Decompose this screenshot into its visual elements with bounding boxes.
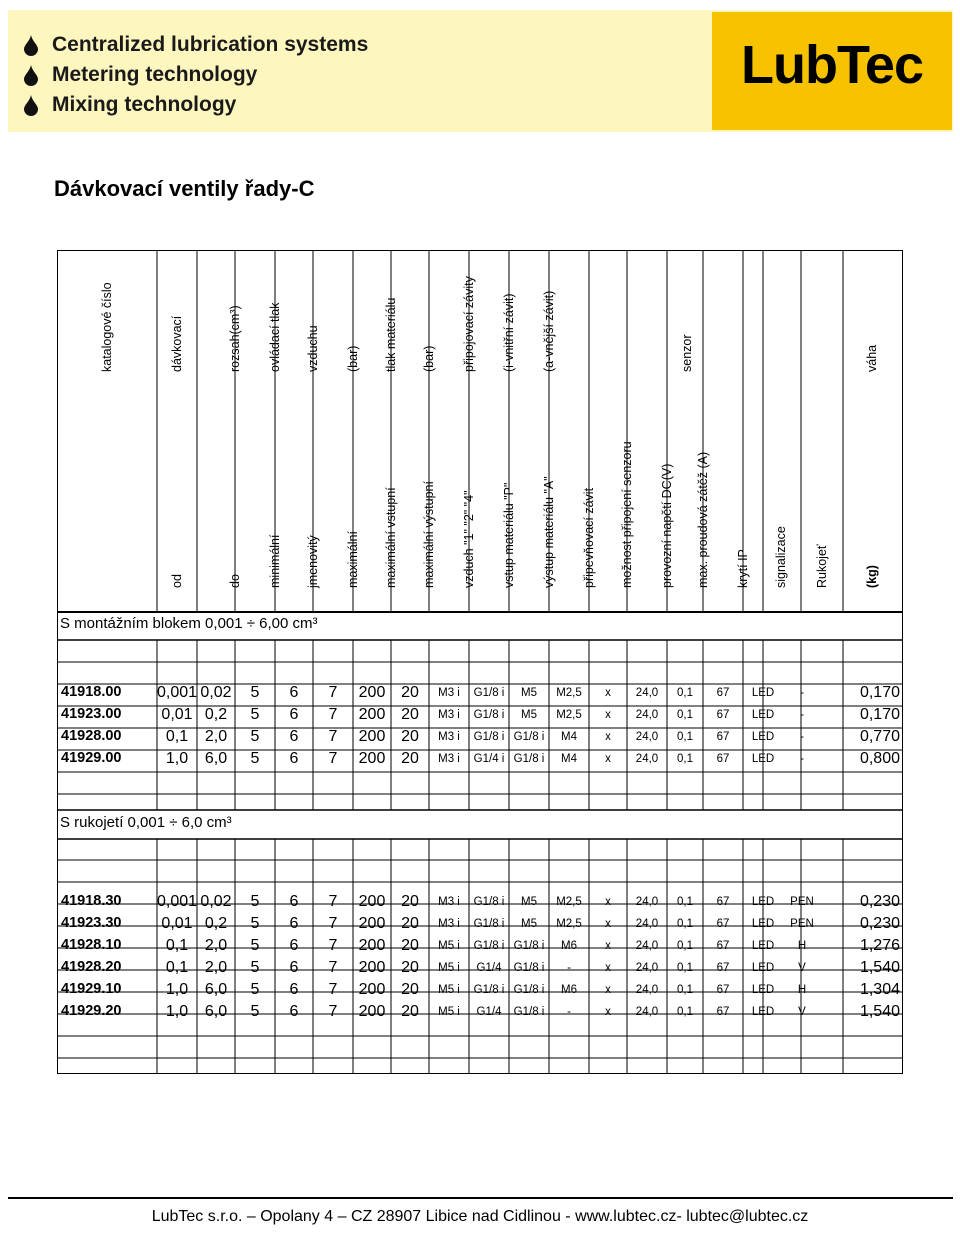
- table-cell: 200: [358, 1003, 386, 1020]
- table-cell: 200: [358, 706, 386, 723]
- table-cell: 7: [328, 959, 338, 976]
- table-cell: G1/8 i: [473, 709, 505, 721]
- table-cell: 200: [358, 750, 386, 767]
- table-cell: 0,1: [677, 1006, 693, 1018]
- column-header: maximální vstupní: [384, 487, 398, 588]
- column-header: tlak materiálu: [384, 297, 398, 372]
- table-cell: M3 i: [438, 731, 460, 743]
- table-cell: 6,0: [204, 981, 228, 998]
- column-header: dávkovací: [170, 315, 184, 372]
- table-cell: M5 i: [438, 940, 460, 952]
- table-cell: 0,1: [677, 753, 693, 765]
- column-header: krytí IP: [736, 549, 750, 588]
- table-cell: 0,2: [204, 706, 228, 723]
- table-cell: LED: [751, 896, 775, 908]
- table-cell: M3 i: [438, 753, 460, 765]
- table-cell: 0,1: [165, 728, 189, 745]
- table-cell: 67: [716, 962, 730, 974]
- table-cell: G1/4: [476, 962, 502, 974]
- table-cell: 0,001: [156, 893, 198, 910]
- table-cell: PEN: [790, 896, 814, 908]
- table-cell: 20: [401, 706, 419, 723]
- table-cell: 20: [401, 750, 419, 767]
- table-cell: 5: [250, 706, 260, 723]
- table-cell: 20: [401, 1003, 419, 1020]
- table-cell: M4: [561, 731, 577, 743]
- table-cell: 6: [289, 728, 299, 745]
- table-cell: x: [605, 962, 611, 974]
- bullet-list: [24, 30, 368, 120]
- oil-drop-icon: [24, 35, 38, 56]
- table-cell: 6: [289, 1003, 299, 1020]
- table-cell: -: [567, 1006, 571, 1018]
- table-cell: 0,770: [859, 728, 900, 745]
- table-cell: 7: [328, 915, 338, 932]
- table-cell: 6: [289, 937, 299, 954]
- table-cell: G1/4 i: [473, 753, 505, 765]
- table-cell: 5: [250, 959, 260, 976]
- table-cell: 67: [716, 896, 730, 908]
- table-cell: x: [605, 896, 611, 908]
- table-cell: x: [605, 687, 611, 699]
- table-cell: x: [605, 918, 611, 930]
- column-header: váha: [865, 344, 879, 372]
- table-cell: 24,0: [635, 687, 659, 699]
- table-cell: 20: [401, 893, 419, 910]
- table-cell: LED: [751, 753, 775, 765]
- table-cell: 67: [716, 753, 730, 765]
- oil-drop-icon: [24, 95, 38, 116]
- table-cell: 41928.10: [61, 937, 122, 953]
- table-cell: 1,0: [165, 981, 189, 998]
- table-cell: 0,1: [677, 709, 693, 721]
- table-cell: M3 i: [438, 687, 460, 699]
- table-cell: LED: [751, 984, 775, 996]
- table-cell: 1,540: [859, 1003, 900, 1020]
- table-cell: 0,02: [200, 893, 232, 910]
- table-cell: G1/8 i: [513, 984, 545, 996]
- table-cell: 0,230: [859, 893, 900, 910]
- bullet-item: Centralized lubrication systems: [24, 30, 368, 60]
- table-cell: 24,0: [635, 709, 659, 721]
- table-cell: V: [798, 962, 806, 974]
- oil-drop-icon: [24, 65, 38, 86]
- table-cell: G1/8 i: [473, 984, 505, 996]
- column-header: možnost připojení senzoru: [620, 441, 634, 588]
- table-cell: M5 i: [438, 984, 460, 996]
- table-cell: M6: [561, 984, 577, 996]
- column-header: katalogové číslo: [100, 282, 114, 372]
- column-header: rozsah(cm³): [228, 305, 242, 372]
- table-cell: 67: [716, 940, 730, 952]
- column-header: (a-vnější závit): [542, 290, 556, 372]
- column-header: maximální výstupní: [422, 481, 436, 588]
- table-cell: 0,2: [204, 915, 228, 932]
- column-header: provozní napětí DC(V): [660, 463, 674, 588]
- table-cell: 20: [401, 684, 419, 701]
- table-cell: PEN: [790, 918, 814, 930]
- table-cell: G1/8 i: [473, 896, 505, 908]
- column-header: připevňovací závit: [582, 487, 596, 588]
- table-cell: G1/8 i: [473, 940, 505, 952]
- table-cell: -: [800, 709, 804, 721]
- table-cell: 41929.00: [61, 750, 122, 766]
- table-cell: 0,001: [156, 684, 198, 701]
- table-cell: G1/8 i: [513, 940, 545, 952]
- table-cell: 41928.00: [61, 728, 122, 744]
- table-cell: G1/8 i: [513, 1006, 545, 1018]
- column-header: do: [228, 574, 242, 588]
- table-cell: 7: [328, 750, 338, 767]
- table-cell: 24,0: [635, 962, 659, 974]
- column-header: ovládací tlak: [268, 302, 282, 372]
- table-cell: M2,5: [556, 918, 582, 930]
- table-cell: LED: [751, 918, 775, 930]
- bullet-item: Metering technology: [24, 60, 368, 90]
- column-header: (bar): [346, 345, 360, 372]
- table-cell: x: [605, 709, 611, 721]
- header-banner: [8, 10, 953, 132]
- table-cell: 1,540: [859, 959, 900, 976]
- table-cell: 20: [401, 915, 419, 932]
- table-cell: 0,02: [200, 684, 232, 701]
- table-cell: 24,0: [635, 918, 659, 930]
- table-cell: 5: [250, 937, 260, 954]
- table-cell: 41918.00: [61, 684, 122, 700]
- table-cell: 41923.00: [61, 706, 122, 722]
- table-cell: 0,1: [677, 940, 693, 952]
- table-cell: 67: [716, 984, 730, 996]
- table-cell: 24,0: [635, 896, 659, 908]
- table-cell: 7: [328, 706, 338, 723]
- table-cell: 20: [401, 728, 419, 745]
- table-cell: 200: [358, 893, 386, 910]
- table-cell: G1/8 i: [473, 687, 505, 699]
- table-cell: 7: [328, 728, 338, 745]
- table-cell: M2,5: [556, 896, 582, 908]
- table-cell: 0,1: [165, 937, 189, 954]
- table-cell: 0,1: [677, 731, 693, 743]
- column-header: připojovací závity: [462, 276, 476, 372]
- table-cell: 41918.30: [61, 893, 122, 909]
- table-cell: LED: [751, 731, 775, 743]
- table-cell: 0,1: [677, 918, 693, 930]
- table-cell: 67: [716, 1006, 730, 1018]
- column-header: od: [170, 574, 184, 588]
- table-cell: 20: [401, 937, 419, 954]
- table-cell: 41928.20: [61, 959, 122, 975]
- table-cell: x: [605, 984, 611, 996]
- table-cell: 41929.20: [61, 1003, 122, 1019]
- table-cell: M5: [521, 896, 537, 908]
- table-cell: x: [605, 940, 611, 952]
- table-cell: 0,1: [677, 962, 693, 974]
- table-cell: 0,1: [677, 687, 693, 699]
- table-cell: 0,1: [677, 984, 693, 996]
- page-title: Dávkovací ventily řady-C: [54, 176, 315, 201]
- table-cell: LED: [751, 709, 775, 721]
- table-cell: 5: [250, 728, 260, 745]
- footer-divider: [8, 1197, 953, 1199]
- table-cell: -: [567, 962, 571, 974]
- table-cell: 0,170: [859, 706, 900, 723]
- table-cell: 1,0: [165, 1003, 189, 1020]
- table-cell: 6: [289, 706, 299, 723]
- table-cell: 7: [328, 684, 338, 701]
- column-header: vzduch "1" "2" "4": [462, 490, 476, 588]
- table-cell: G1/8 i: [513, 753, 545, 765]
- table-cell: 0,01: [161, 706, 193, 723]
- table-cell: 0,800: [859, 750, 900, 767]
- table-cell: 200: [358, 959, 386, 976]
- table-cell: -: [800, 687, 804, 699]
- table-cell: 5: [250, 684, 260, 701]
- table-cell: 200: [358, 937, 386, 954]
- table-cell: 67: [716, 687, 730, 699]
- table-cell: G1/8 i: [473, 731, 505, 743]
- table-cell: LED: [751, 962, 775, 974]
- table-cell: M3 i: [438, 896, 460, 908]
- table-cell: H: [797, 984, 807, 996]
- table-cell: 41923.30: [61, 915, 122, 931]
- column-header: jmenovitý: [306, 535, 320, 588]
- table-cell: 5: [250, 1003, 260, 1020]
- table-cell: 5: [250, 981, 260, 998]
- table-cell: V: [798, 1006, 806, 1018]
- table-cell: 5: [250, 915, 260, 932]
- table-cell: 0,1: [677, 896, 693, 908]
- section-title: S rukojetí 0,001 ÷ 6,0 cm³: [60, 814, 232, 831]
- table-cell: 0,230: [859, 915, 900, 932]
- table-cell: 0,01: [161, 915, 193, 932]
- table-cell: 24,0: [635, 1006, 659, 1018]
- table-cell: 67: [716, 918, 730, 930]
- table-cell: M4: [561, 753, 577, 765]
- table-cell: 6: [289, 981, 299, 998]
- table-cell: 5: [250, 893, 260, 910]
- table-cell: G1/4: [476, 1006, 502, 1018]
- table-cell: 6: [289, 684, 299, 701]
- table-cell: 200: [358, 728, 386, 745]
- logo-text: LubTec: [741, 35, 923, 95]
- table-cell: LED: [751, 1006, 775, 1018]
- table-cell: x: [605, 731, 611, 743]
- column-header: (i-vnitřní závit): [502, 293, 516, 372]
- table-cell: 0,1: [165, 959, 189, 976]
- column-header: maximální: [346, 531, 360, 588]
- table-cell: G1/8 i: [473, 918, 505, 930]
- table-cell: M5: [521, 918, 537, 930]
- table-cell: 67: [716, 731, 730, 743]
- table-cell: M5: [521, 709, 537, 721]
- column-header: (bar): [422, 345, 436, 372]
- table-cell: 2,0: [204, 728, 228, 745]
- table-cell: 24,0: [635, 940, 659, 952]
- table-cell: 7: [328, 937, 338, 954]
- table-cell: 24,0: [635, 753, 659, 765]
- table-cell: 6: [289, 893, 299, 910]
- table-cell: 200: [358, 684, 386, 701]
- table-cell: M5: [521, 687, 537, 699]
- bullet-item: Mixing technology: [24, 90, 368, 120]
- spec-table: [57, 250, 903, 1074]
- table-cell: M2,5: [556, 687, 582, 699]
- column-header: vzduchu: [306, 325, 320, 372]
- column-header: signalizace: [774, 526, 788, 588]
- table-cell: 7: [328, 893, 338, 910]
- table-cell: 6: [289, 959, 299, 976]
- column-header: výstup materiálu "A": [542, 476, 556, 588]
- table-cell: H: [797, 940, 807, 952]
- table-cell: 6: [289, 915, 299, 932]
- table-cell: 20: [401, 981, 419, 998]
- table-cell: 1,0: [165, 750, 189, 767]
- table-cell: 24,0: [635, 984, 659, 996]
- table-cell: 41929.10: [61, 981, 122, 997]
- table-cell: 24,0: [635, 731, 659, 743]
- table-cell: M3 i: [438, 918, 460, 930]
- table-cell: M5 i: [438, 1006, 460, 1018]
- table-cell: 6,0: [204, 750, 228, 767]
- footer-address: LubTec s.r.o. – Opolany 4 – CZ 28907 Libice nad Cidlinou - www.lubtec.cz- lubtec@lubtec.cz: [151, 1208, 809, 1225]
- table-cell: x: [605, 753, 611, 765]
- column-header: (kg): [865, 565, 879, 588]
- table-cell: LED: [751, 940, 775, 952]
- table-cell: 1,276: [859, 937, 900, 954]
- column-header: minimální: [268, 534, 282, 588]
- table-cell: -: [800, 731, 804, 743]
- table-cell: 2,0: [204, 937, 228, 954]
- table-cell: 67: [716, 709, 730, 721]
- table-cell: G1/8 i: [513, 731, 545, 743]
- column-header: vstup materiálu "P": [502, 482, 516, 588]
- column-header: senzor: [680, 334, 694, 372]
- table-cell: M5 i: [438, 962, 460, 974]
- table-cell: 0,170: [859, 684, 900, 701]
- table-cell: 20: [401, 959, 419, 976]
- table-cell: 7: [328, 1003, 338, 1020]
- table-cell: LED: [751, 687, 775, 699]
- column-header: max. proudová zátěž (A): [696, 451, 710, 588]
- table-cell: 7: [328, 981, 338, 998]
- section-title: S montážním blokem 0,001 ÷ 6,00 cm³: [60, 615, 318, 632]
- column-header: Rukojeť: [815, 544, 829, 588]
- table-cell: G1/8 i: [513, 962, 545, 974]
- table-cell: M2,5: [556, 709, 582, 721]
- table-cell: M3 i: [438, 709, 460, 721]
- table-cell: -: [800, 753, 804, 765]
- table-cell: 2,0: [204, 959, 228, 976]
- table-cell: M6: [561, 940, 577, 952]
- table-cell: 200: [358, 915, 386, 932]
- table-cell: x: [605, 1006, 611, 1018]
- table-cell: 6,0: [204, 1003, 228, 1020]
- lubtec-logo: [712, 12, 952, 130]
- table-cell: 6: [289, 750, 299, 767]
- table-cell: 200: [358, 981, 386, 998]
- table-cell: 5: [250, 750, 260, 767]
- table-cell: 1,304: [859, 981, 900, 998]
